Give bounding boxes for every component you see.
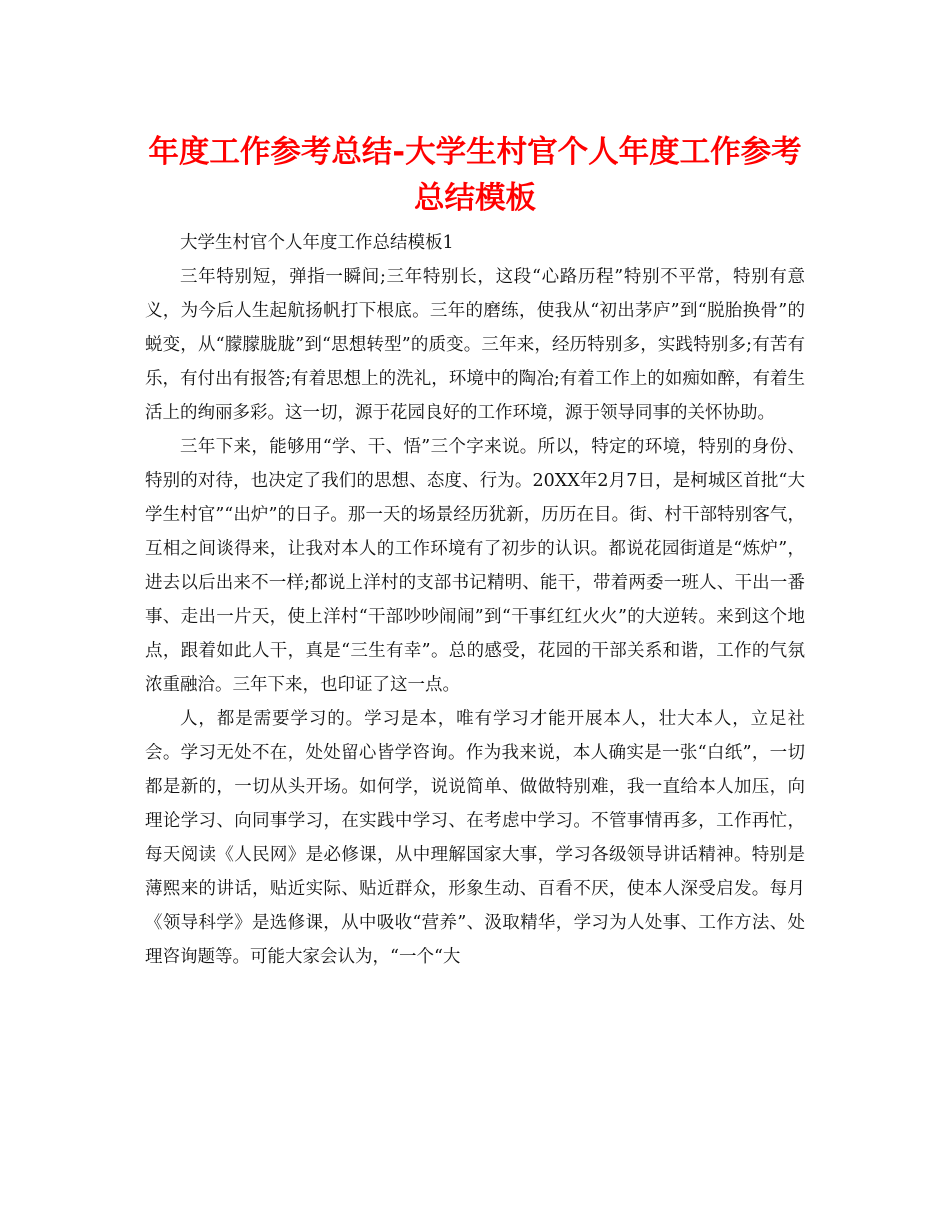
document-body — [145, 226, 805, 974]
paragraph: 三年下来，能够用“学、干、悟”三个字来说。所以，特定的环境，特别的身份、特别的对待，也决定了我们的思想、态度、行为。20XX年2月7日，是柯城区首批“大学生村官”“出炉”的日子。那一天的场景经历犹新，历历在目。街、村干部特别客气，互相之间谈得来，让我对本人的工作环境有了初步的认识。都说花园街道是“炼炉”，进去以后出来不一样;都说上洋村的支部书记精明、能干，带着两委一班人、干出一番事、走出一片天，使上洋村“干部吵吵闹闹”到“干事红红火火”的大逆转。来到这个地点，跟着如此人干，真是“三生有幸”。总的感受，花园的干部关系和谐，工作的气氛浓重融洽。三年下来，也印证了这一点。 — [145, 437, 805, 695]
paragraph: 人，都是需要学习的。学习是本，唯有学习才能开展本人，壮大本人，立足社会。学习无处不在，处处留心皆学咨询。作为我来说，本人确实是一张“白纸”，一切都是新的，一切从头开场。如何学，说说简单、做做特别难，我一直给本人加压，向理论学习、向同事学习，在实践中学习、在考虑中学习。不管事情再多，工作再忙，每天阅读《人民网》是必修课，从中理解国家大事，学习各级领导讲话精神。特别是薄熙来的讲话，贴近实际、贴近群众，形象生动、百看不厌，使本人深受启发。每月《领导科学》是选修课，从中吸收“营养”、汲取精华，学习为人处事、工作方法、处理咨询题等。可能大家会认为，“一个“大 — [145, 709, 805, 967]
document-title: 年度工作参考总结-大学生村官个人年度工作参考总结模板 — [148, 135, 802, 216]
document-subtitle: 大学生村官个人年度工作总结模板1 — [180, 233, 454, 253]
paragraph: 三年特别短，弹指一瞬间;三年特别长，这段“心路历程”特别不平常，特别有意义，为今后人生起航扬帆打下根底。三年的磨练，使我从“初出茅庐”到“脱胎换骨”的蜕变，从“朦朦胧胧”到“思想转型”的质变。三年来，经历特别多，实践特别多;有苦有乐，有付出有报答;有着思想上的洗礼，环境中的陶冶;有着工作上的如痴如醉，有着生活上的绚丽多彩。这一切，源于花园良好的工作环境，源于领导同事的关怀协助。 — [145, 267, 805, 423]
